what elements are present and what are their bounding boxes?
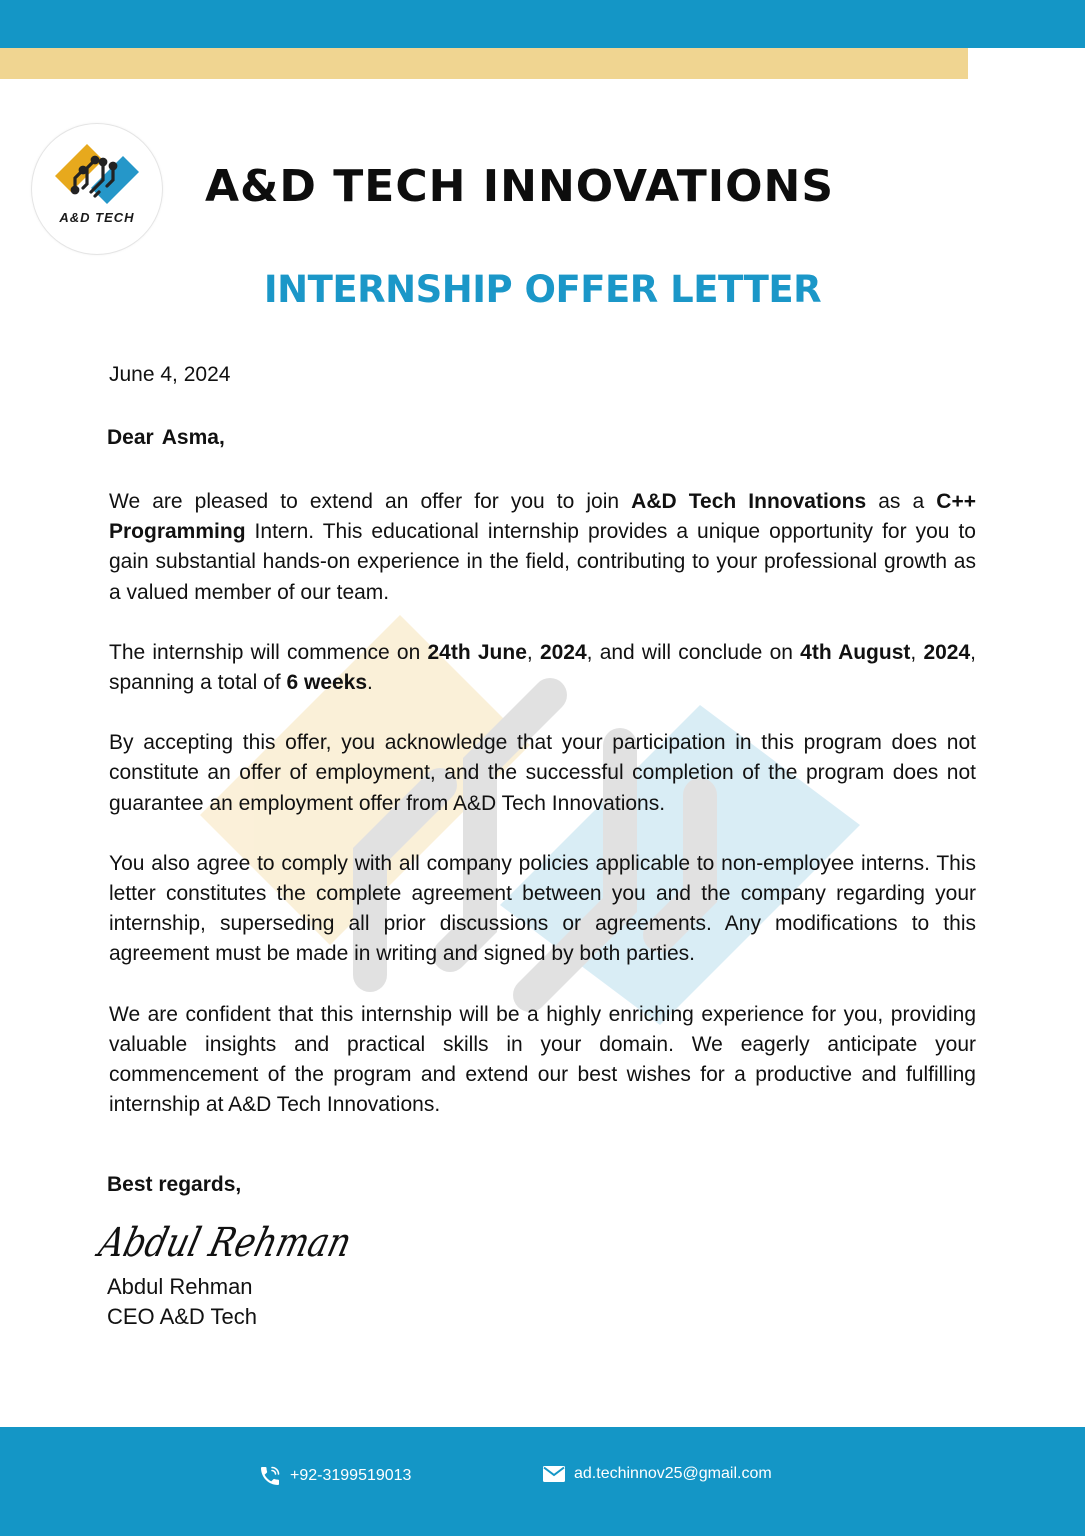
logo-wordmark: A&D TECH bbox=[59, 210, 135, 225]
body-text: Intern. This educational internship provides a unique opportunity for you to gain substantial hands-on experience in the field, contributing to your professional growth as a valued member of our team. bbox=[109, 520, 976, 604]
phone-number: +92-3199519013 bbox=[290, 1467, 412, 1484]
footer-phone[interactable] bbox=[258, 1464, 411, 1488]
signer-name: Abdul Rehman bbox=[107, 1274, 253, 1299]
email-address: ad.techinnov25@gmail.com bbox=[574, 1465, 772, 1482]
body-text: . bbox=[367, 671, 373, 695]
body-paragraph bbox=[109, 849, 976, 970]
body-text: We are confident that this internship will be a highly enriching experience for you, providing valuable insights and practical skills in your domain. We eagerly anticipate your commencement of the program and extend our best wishes for a productive and fulfilling internship at A&D Tech Innovations. bbox=[109, 1002, 976, 1117]
emphasis-text: 4th August bbox=[800, 640, 911, 664]
footer-email[interactable] bbox=[542, 1464, 772, 1484]
body-text: The internship will commence on bbox=[109, 640, 428, 664]
body-paragraph bbox=[109, 728, 976, 819]
mail-icon bbox=[542, 1464, 566, 1484]
body-text: , spanning a total of bbox=[109, 640, 976, 695]
body-paragraph bbox=[109, 487, 976, 608]
emphasis-text: 24th June bbox=[427, 640, 527, 664]
logo-mark-icon bbox=[47, 138, 147, 210]
emphasis-text: A&D Tech Innovations bbox=[631, 490, 867, 513]
company-name: A&D TECH INNOVATIONS bbox=[205, 161, 835, 212]
top-accent-bar bbox=[0, 0, 1085, 48]
document-title: INTERNSHIP OFFER LETTER bbox=[263, 268, 822, 311]
signer-title: CEO A&D Tech bbox=[107, 1304, 257, 1329]
company-logo bbox=[32, 124, 162, 254]
gold-accent-bar bbox=[0, 48, 968, 79]
body-text: You also agree to comply with all company policies applicable to non-employee interns. This letter constitutes the complete agreement between you and the company regarding your internship, superseding all prior discussions or agreements. Any modifications to this agreement must be made in writing and signed by both parties. bbox=[109, 851, 976, 966]
letter-date: June 4, 2024 bbox=[109, 363, 231, 386]
emphasis-text: 6 weeks bbox=[286, 671, 368, 695]
emphasis-text: C++ Programming bbox=[109, 490, 976, 544]
salutation: Dear Asma, bbox=[107, 426, 225, 449]
phone-icon bbox=[258, 1464, 282, 1488]
footer bbox=[0, 1427, 1085, 1536]
body-text: , bbox=[526, 640, 540, 664]
closing: Best regards, bbox=[107, 1173, 242, 1196]
handwritten-signature bbox=[94, 1212, 405, 1274]
body-text: We are pleased to extend an offer for you to join bbox=[109, 490, 632, 513]
body-text: as a bbox=[866, 490, 937, 513]
emphasis-text: 2024 bbox=[923, 640, 971, 664]
body-text: , and will conclude on bbox=[586, 640, 801, 664]
letter-body bbox=[109, 487, 976, 1150]
body-text: By accepting this offer, you acknowledge that your participation in this program does not constitute an offer of employment, and the successful completion of the program does not guarantee an employment offer from A&D Tech Innovations. bbox=[109, 731, 976, 815]
body-paragraph bbox=[109, 1000, 976, 1121]
svg-text:Abdul Rehman: Abdul Rehman bbox=[94, 1218, 405, 1266]
emphasis-text: 2024 bbox=[539, 640, 587, 664]
body-text: , bbox=[910, 640, 924, 664]
body-paragraph bbox=[109, 638, 976, 698]
